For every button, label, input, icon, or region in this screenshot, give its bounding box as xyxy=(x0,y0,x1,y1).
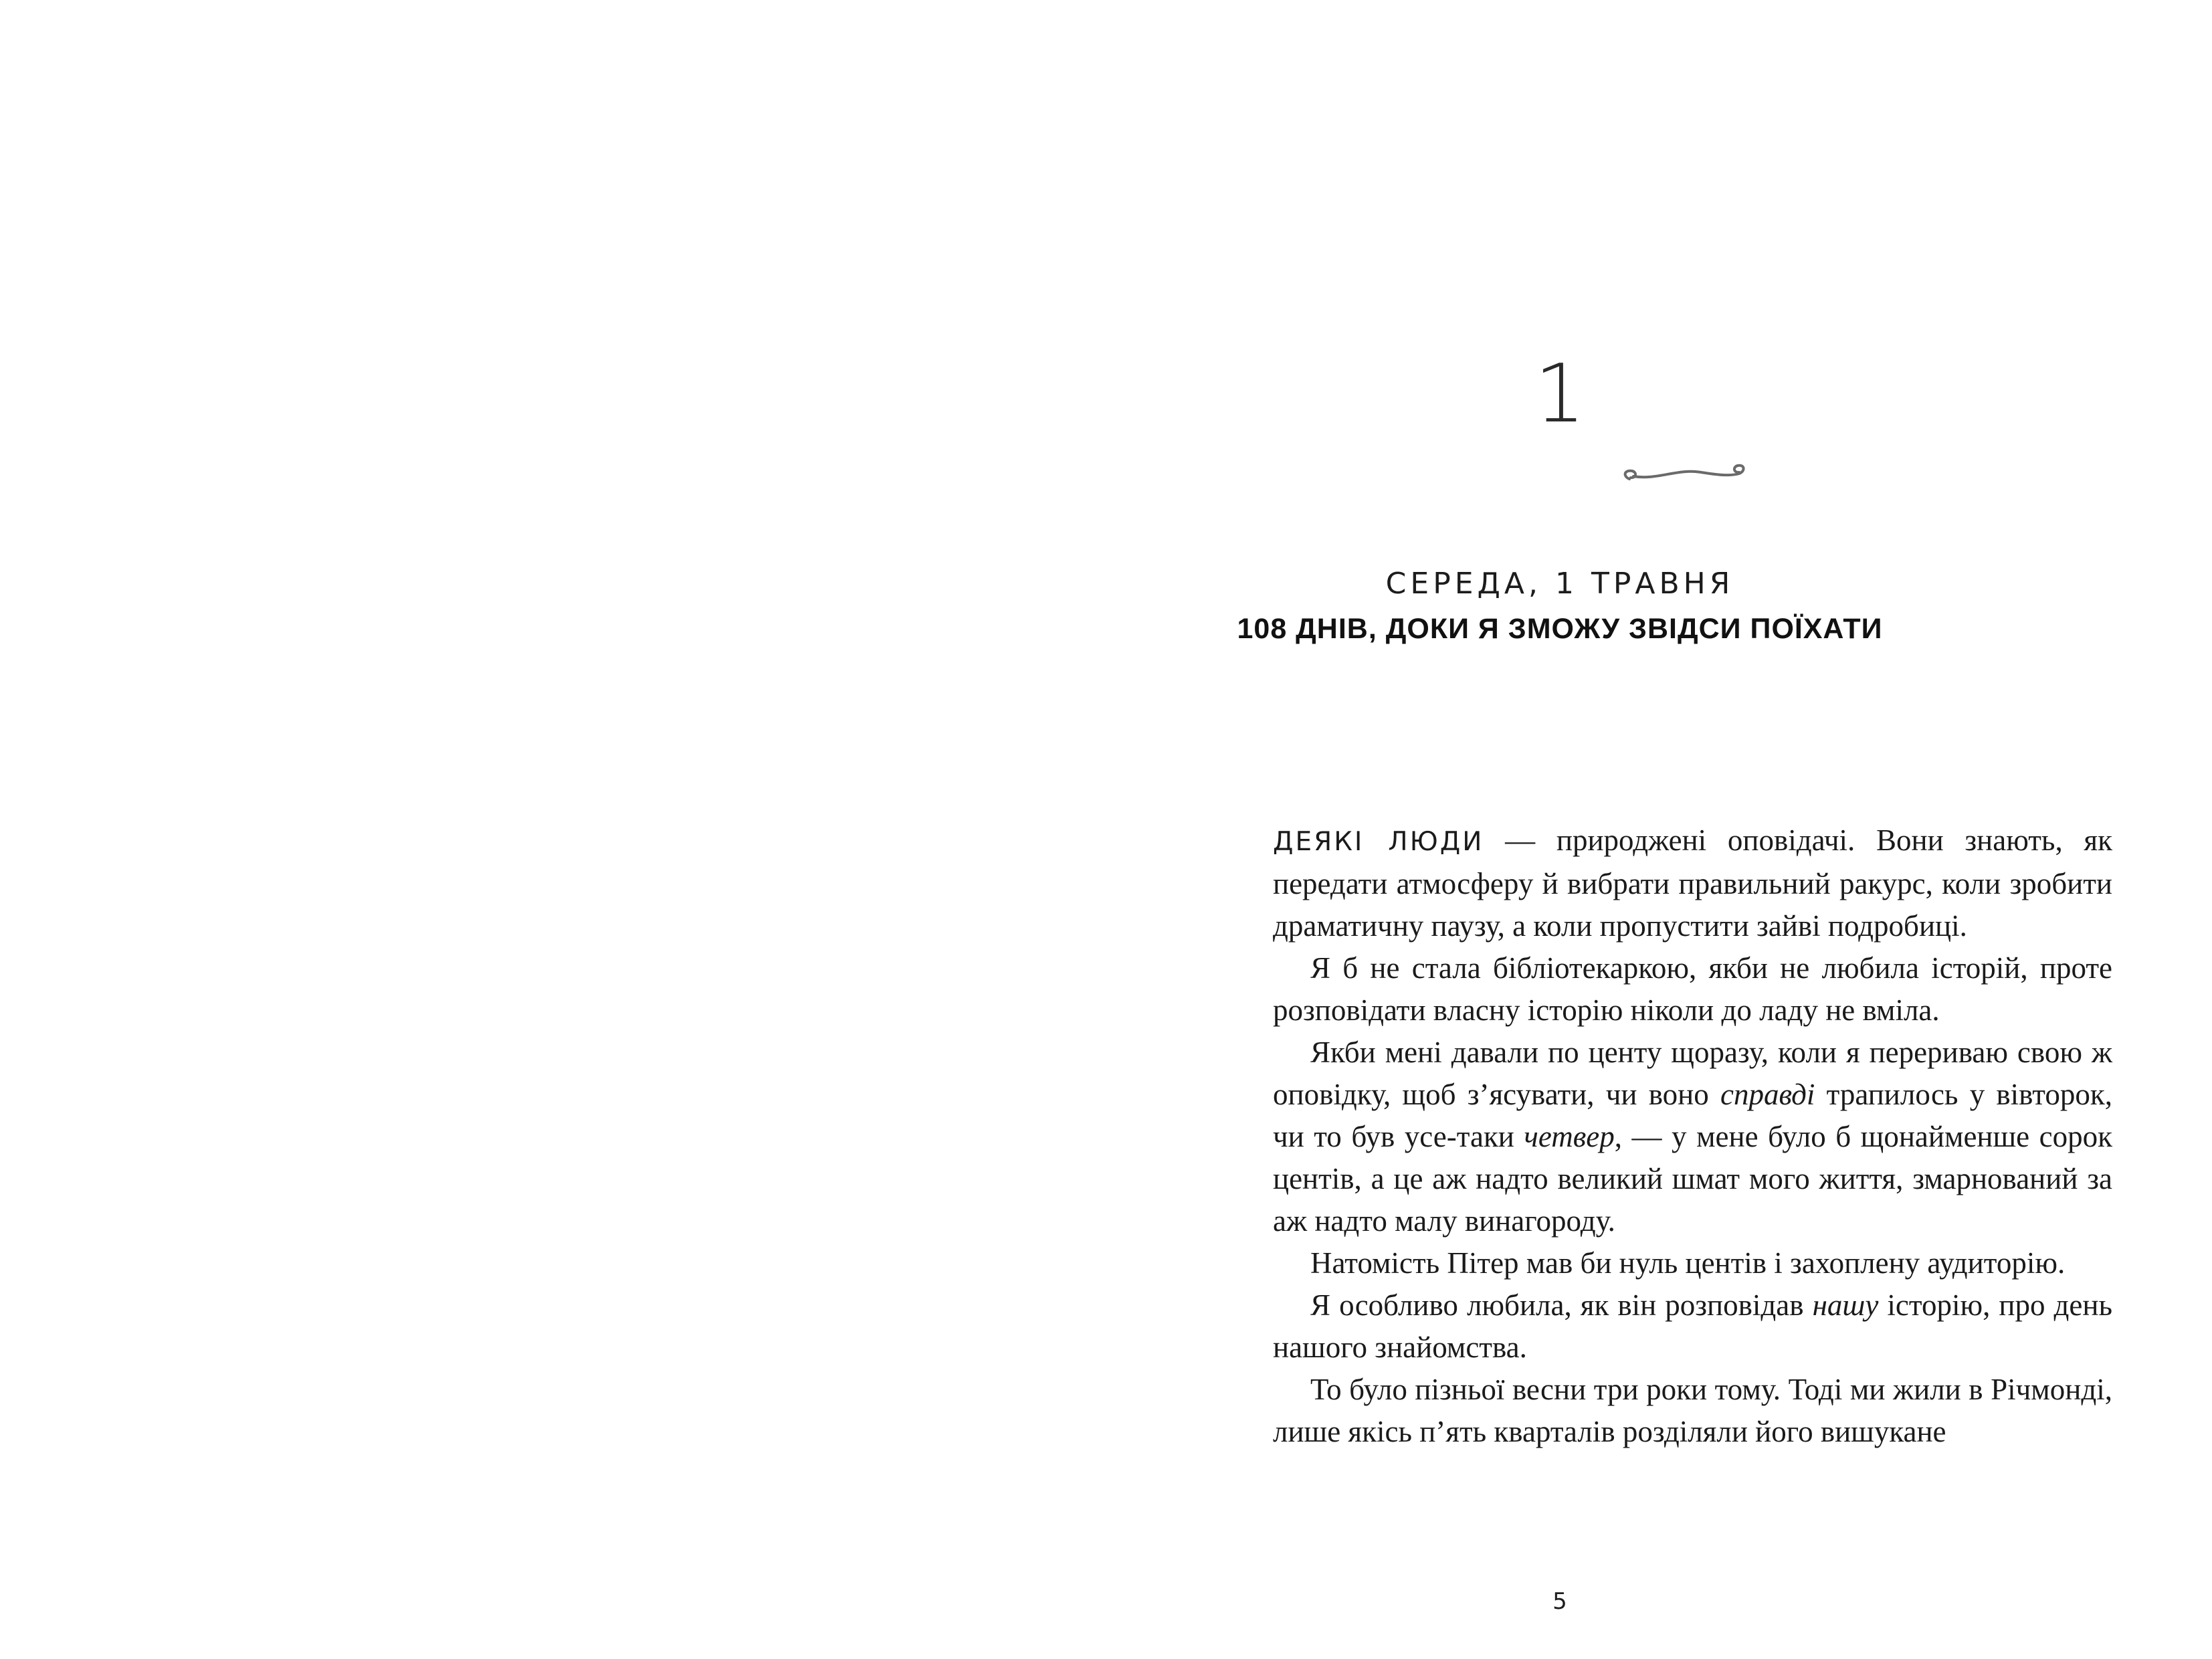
paragraph-3-text-a: Якби мені давали по центу щоразу, коли я перериваю свою ж оповідку, щоб з’ясувати, чи воно xyxy=(1273,1036,2112,1111)
paragraph-5-text-b: історію, про день нашого знайомства. xyxy=(1273,1288,2112,1364)
swash-divider-icon xyxy=(1617,456,1751,490)
paragraph-1 xyxy=(1273,819,2112,947)
paragraph-5 xyxy=(1273,1284,2112,1369)
emphasis-chetver: четвер xyxy=(1524,1120,1615,1153)
page-number: 5 xyxy=(1552,1588,1567,1615)
paragraph-4: Натомість Пітер мав би нуль центів і захоплену аудиторію. xyxy=(1310,1246,2066,1280)
paragraph-3-text-b: трапилось у вівторок, чи то був усе-таки xyxy=(1273,1078,2112,1153)
right-page xyxy=(1106,0,2212,1659)
chapter-number: 1 xyxy=(1534,348,1586,441)
paragraph-6: То було пізньої весни три роки тому. Тоді ми жили в Річмонді, лише якісь п’ять кварталів розділяли його вишукане xyxy=(1273,1373,2112,1448)
paragraph-1-text: — природжені оповідачі. Вони знають, як передати атмосферу й вибрати правильний ракурс, коли зробити драматичну паузу, а коли пропустити зайві подробиці. xyxy=(1273,823,2112,943)
emphasis-spravdi: справді xyxy=(1720,1078,1815,1111)
paragraph-2: Я б не стала бібліотекаркою, якби не любила історій, проте розповідати власну історію ніколи до ладу не вміла. xyxy=(1273,951,2112,1027)
chapter-date: СЕРЕДА, 1 ТРАВНЯ xyxy=(1385,567,1734,601)
chapter-body xyxy=(1273,819,2112,1453)
emphasis-nashu: нашу xyxy=(1812,1288,1879,1322)
opening-words: ДЕЯКІ ЛЮДИ xyxy=(1273,827,1484,857)
paragraph-5-text-a: Я особливо любила, як він розповідав xyxy=(1310,1288,1813,1322)
paragraph-3-text-c: , — у мене було б щонайменше сорок центів, а це аж надто великий шмат мого життя, змарнований за аж надто малу винагороду. xyxy=(1273,1120,2112,1238)
paragraph-3 xyxy=(1273,1032,2112,1242)
chapter-subtitle: 108 ДНІВ, ДОКИ Я ЗМОЖУ ЗВІДСИ ПОЇХАТИ xyxy=(1237,613,1883,645)
